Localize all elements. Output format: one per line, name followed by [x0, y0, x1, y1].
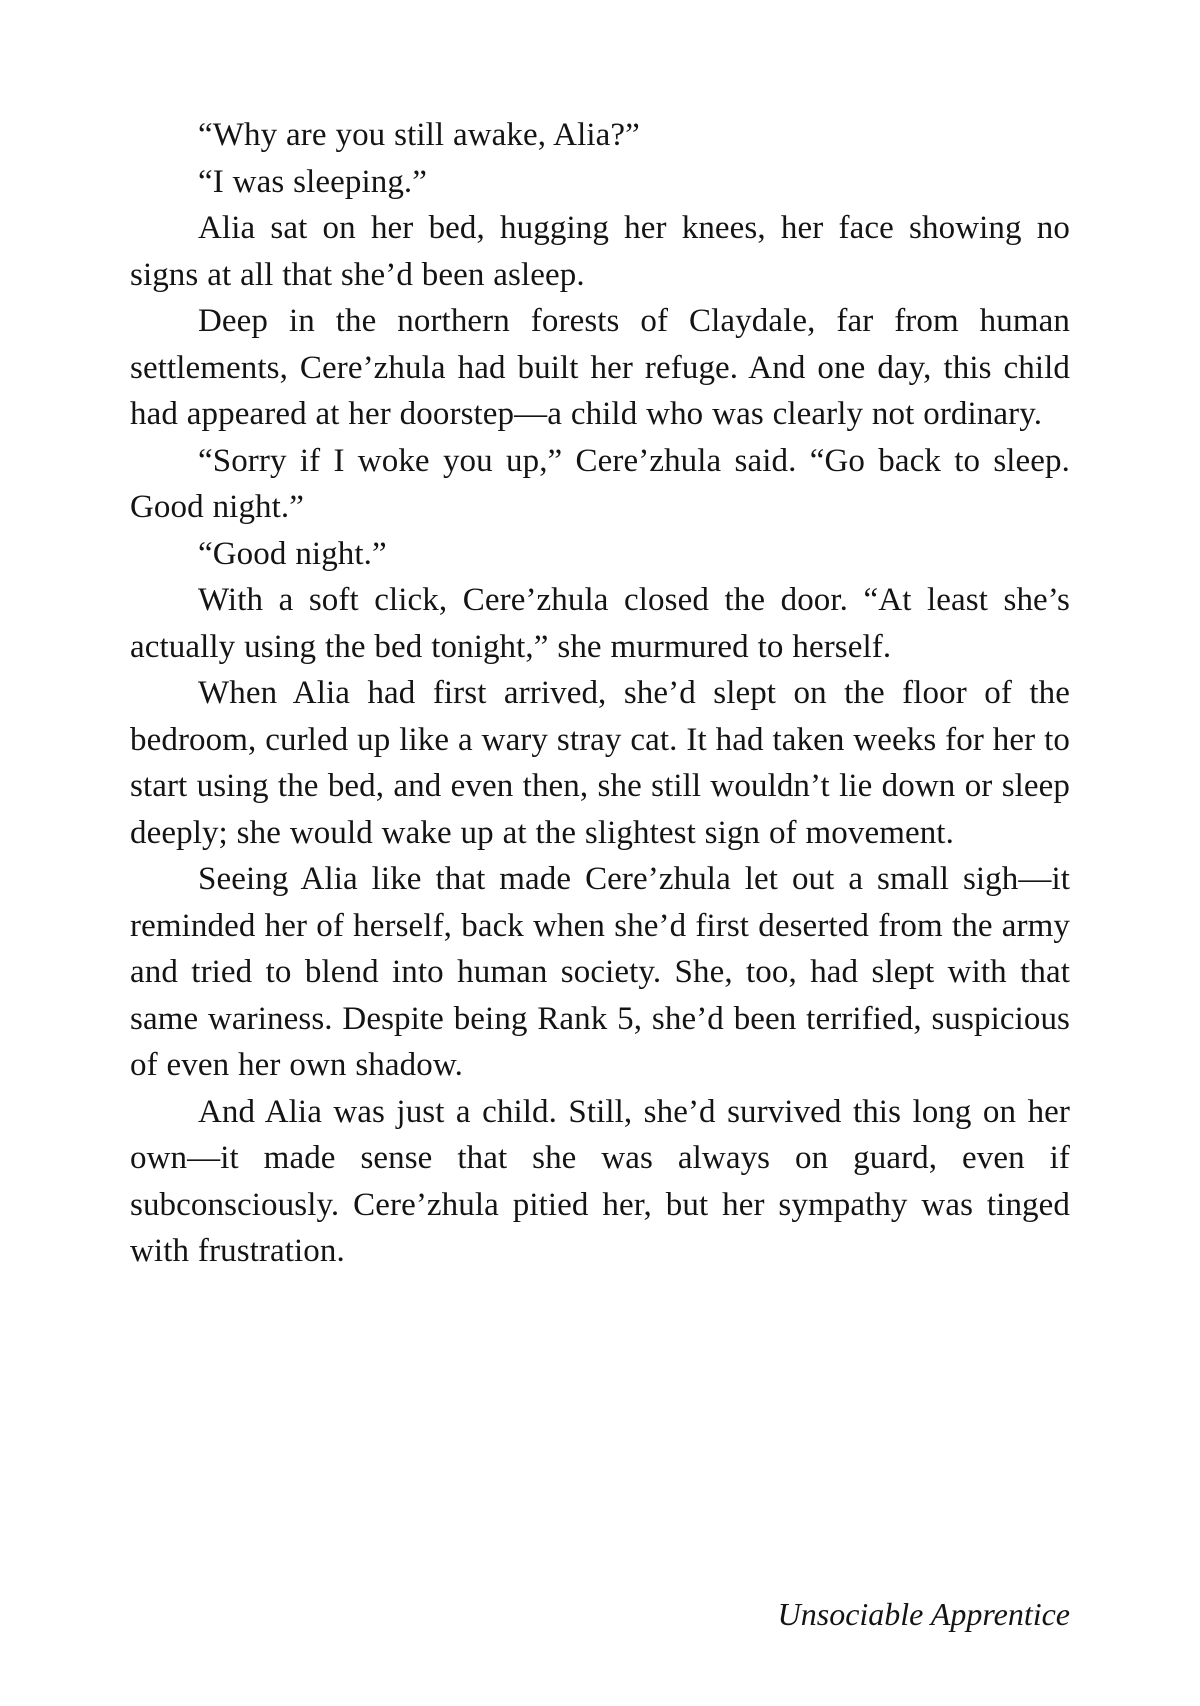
story-paragraph: “Sorry if I woke you up,” Cere’zhula said. “Go back to sleep. Good night.”	[130, 442, 1070, 525]
story-paragraph: “I was sleeping.”	[198, 163, 428, 200]
story-paragraph: Deep in the northern forests of Claydale, far from human settlements, Cere’zhula had built her refuge. And one day, this child had appeared at her doorstep—a child who was clearly not ordinary.	[130, 303, 1070, 432]
story-paragraph: “Why are you still awake, Alia?”	[198, 117, 640, 153]
story-paragraph: And Alia was just a child. Still, she’d survived this long on her own—it made sense that she was always on guard, even if subconsciously. Cere’zhula pitied her, but her sympathy was tinged with frustration.	[130, 1093, 1070, 1269]
story-paragraph: When Alia had first arrived, she’d slept on the floor of the bedroom, curled up like a wary stray cat. It had taken weeks for her to start using the bed, and even then, she still wouldn’t lie down or sleep deeply; she would wake up at the slightest sign of movement.	[130, 675, 1070, 851]
story-paragraph: “Good night.”	[198, 535, 387, 572]
running-footer-title: Unsociable Apprentice	[777, 1596, 1070, 1632]
story-text-block	[130, 112, 1070, 1275]
story-paragraph: With a soft click, Cere’zhula closed the door. “At least she’s actually using the bed tonight,” she murmured to herself.	[130, 582, 1070, 665]
story-paragraph: Seeing Alia like that made Cere’zhula let out a small sigh—it reminded her of herself, back when she’d first deserted from the army and tried to blend into human society. She, too, had slept with that same wariness. Despite being Rank 5, she’d been terrified, suspicious of even her own shadow.	[130, 861, 1070, 1083]
story-paragraph: Alia sat on her bed, hugging her knees, her face showing no signs at all that she’d been asleep.	[130, 210, 1070, 293]
